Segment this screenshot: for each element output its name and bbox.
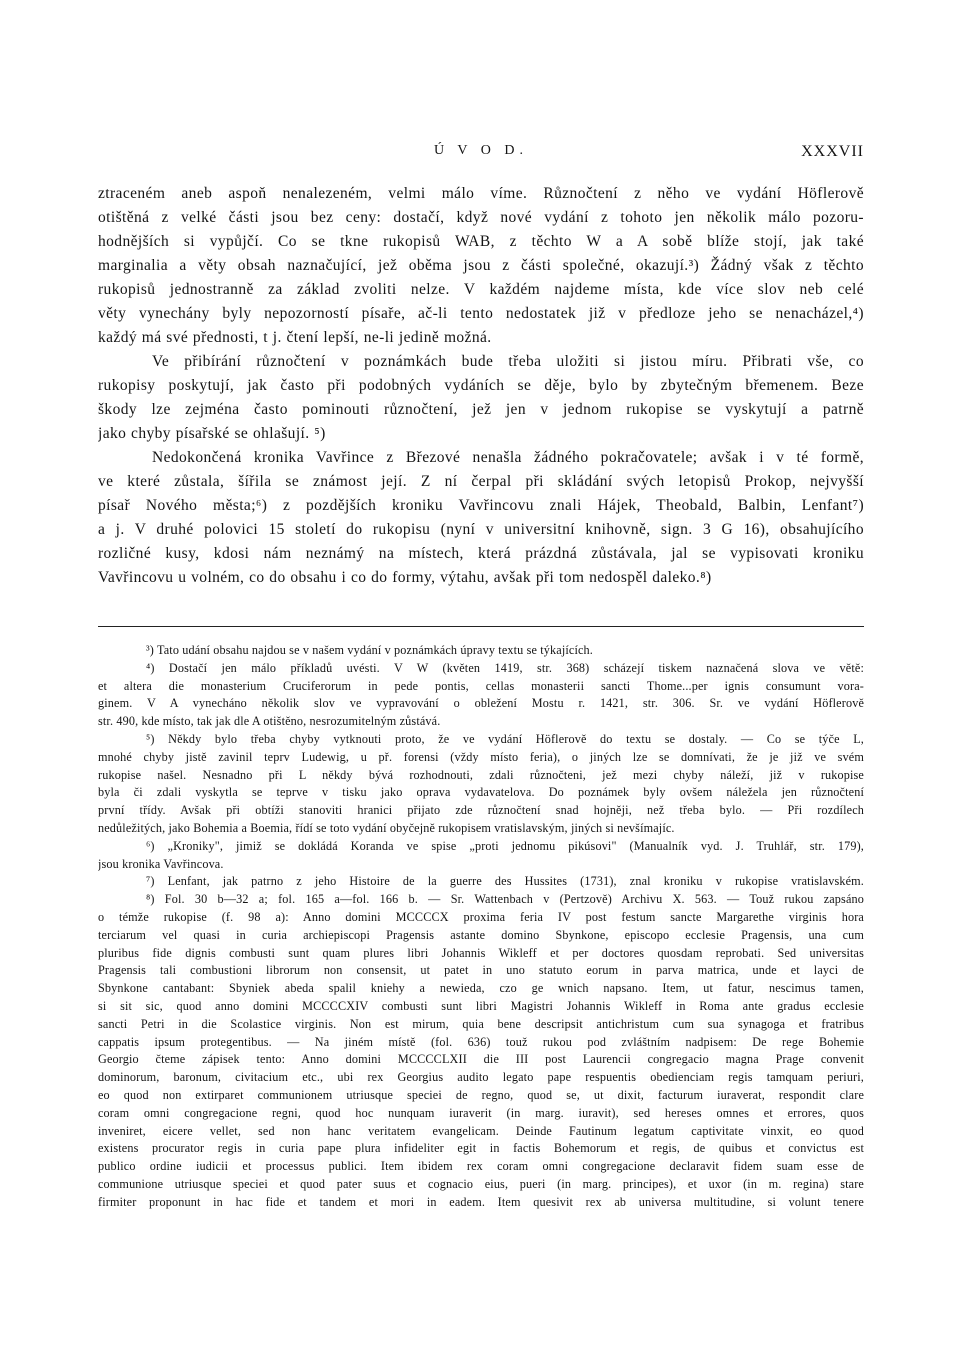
footnote-line: ⁶) „Kroniky", jimiž se dokládá Koranda ve spise „proti jednomu pikúsovi" (Manualník vyd. J. Truhlář, str. 179), bbox=[146, 838, 864, 853]
footnote-line: ⁴) Dostačí jen málo příkladů uvésti. V W (květen 1419, str. 368) scházejí tiskem naznačená slova ve větě: bbox=[146, 660, 864, 675]
body-line: hodnějších si vypůjčí. Co se tkne rukopisů WAB, z těchto W a A sobě blíže stojí, jak také bbox=[98, 233, 864, 250]
body-line: otištěná z velké části jsou bez ceny: dostačí, když nové vydání z tohoto jen několik málo pozoru- bbox=[98, 209, 864, 226]
body-line: ztraceném aneb aspoň nenalezeném, velmi málo víme. Různočtení z něho ve vydání Höflerově bbox=[98, 185, 864, 202]
body-line: Ve přibírání různočtení v poznámkách bude třeba uložiti si jistou míru. Přibrati vše, co bbox=[152, 353, 864, 370]
footnote-line: byla či zdali vyskytla se teprve v tisku jako oprava vydavatelova. Do poznámek byly ovšem náležela jen různočtení bbox=[98, 785, 864, 800]
footnote-line: ginem. V A vynecháno několik slov ve vypravování o obležení Mostu r. 1421, str. 306. Sr. ve vydání Höflerově bbox=[98, 696, 864, 711]
footnote-line: ⁸) Fol. 30 b—32 a; fol. 165 a—fol. 166 b. — Sr. Wattenbach v (Pertzově) Archivu X. 563. — Touž rukou zapsáno bbox=[146, 892, 864, 907]
page-number: XXXVII bbox=[801, 143, 864, 160]
footnote-line: mnohé chyby jistě zavinil teprv Ludewig, u př. forensi (vždy místo feria), o jiných lze se domnívati, že je již ve svém bbox=[98, 749, 864, 764]
footnote-line: et altera die monasterium Cruciferorum in pede pontis, cellas monasterii sancti Thome...per ignis consumunt vora- bbox=[98, 678, 864, 693]
footnote-line: Sbynkone cantabant: Sbyniek abeda spalil kniehy a newieda, czo ge wnich napsano. Item, ut fatur, nescimus tamen, bbox=[98, 981, 864, 996]
footnote-divider bbox=[98, 626, 864, 627]
footnote-line: si sit sic, quod anno domini MCCCCXIV combusti sunt libri Magistri Johannis Wikleff in Roma ante gradus ecclesie bbox=[98, 998, 864, 1013]
footnote-line: publico ordine iudicii et processus publici. Item ibidem rex coram omni congregacione declaravit fidem suam esse de bbox=[98, 1159, 864, 1174]
footnote-line: ³) Tato udání obsahu najdou se v našem vydání v poznámkách úpravy textu se týkajících. bbox=[146, 643, 594, 657]
footnote-line: první třídy. Avšak při obtíži stanoviti hranici přijato zde různočtení snad hojněji, než třeba bylo. — Při rozdílech bbox=[98, 803, 864, 818]
footnote-line: Georgio čteme zápisek tento: Anno domini MCCCCLXII die III post Laurencii congregacio magna Prage convenit bbox=[98, 1052, 864, 1067]
footnote-line: pluribus fide dignis combusti sunt quam plures libri Johannis Wikleff et per doctores quosdam reprobati. Sed universitas bbox=[98, 945, 864, 960]
footnote-line: firmiter proponunt in hac fide et tandem et mori in eadem. Item quesivit rex ab universa multitudine, si volunt tenere bbox=[98, 1194, 864, 1209]
footnote-line: communione utriusque speciei et quod pater suus et cognacio eius, pueri (in marg. principes), et uxor (in m. regina) stare bbox=[98, 1176, 864, 1191]
footnote-line: jsou kronika Vavřincova. bbox=[98, 856, 224, 871]
footnote-line: o témže rukopise (f. 98 a): Anno domini MCCCCX proxima feria IV post festum sancte Margarethe virginis hora bbox=[98, 909, 864, 924]
body-line: škody lze zejména často pominouti různočtení, jež jen v jednom rukopise se vyskytují a patrně bbox=[98, 401, 864, 418]
body-line: Vavřincovu u volném, co do obsahu i co do formy, výtahu, avšak při tom nedospěl daleko.⁸) bbox=[98, 569, 712, 586]
body-line: jako chyby písařské se ohlašují. ⁵) bbox=[98, 425, 326, 442]
footnote-line: eo quod non extirparet communionem utriusque speciei de regno, quod se, ut dixit, facturum iuraverat, respondit clare bbox=[98, 1087, 864, 1102]
body-line: marginalia a věty obsah naznačující, jež oběma jsou z části společné, okazují.³) Žádný však z těchto bbox=[98, 257, 864, 274]
footnote-line: Pragensis tali combustioni librorum non consensit, ut patet in uno statuto eorum in parva matrica, unde et layci de bbox=[98, 963, 864, 978]
footnote-line: ⁷) Lenfant, jak patrno z jeho Histoire de la guerre des Hussites (1731), znal kroniku v rukopise vratislavském. bbox=[146, 874, 864, 889]
body-line: rozličné kusy, kdosi nám neznámý na místech, která prázdná zůstávala, jal se vypisovati kroniku bbox=[98, 545, 864, 562]
footnote-line: cappatis ipsum protegentibus. — Na jiném místě (fol. 636) touž rukou pod zvláštním nadpisem: De rege Bohemie bbox=[98, 1034, 864, 1049]
footnote-line: sancti Petri in die Scolastice virginis. Non est mirum, quia bene descripsit antichristum cum sua synagoga et fratribus bbox=[98, 1016, 864, 1031]
page-header bbox=[98, 143, 864, 167]
body-line: věty vynechány byly nepozorností písaře, ač-li tento nedostatek již v předloze jeho se nenacházel,⁴) bbox=[98, 305, 864, 322]
body-text bbox=[98, 182, 864, 590]
body-line: každý má své přednosti, t j. čtení lepší, ne-li jedině možná. bbox=[98, 329, 492, 346]
body-line: rukopisů jednostranně za základ zvoliti nelze. V každém najdeme místa, kde více slov neb celé bbox=[98, 281, 864, 298]
footnote-line: dominorum, baronum, civitacium etc., ubi rex Georgius audito legato pape respuentis obedienciam regis tamquam periuri, bbox=[98, 1070, 864, 1085]
footnote-line: rukopise našel. Nesnadno při L někdy bývá rozhodnouti, zdali různočteni, jež mezi chyby náleží, již v rukopise bbox=[98, 767, 864, 782]
footnote-line: coram omni congregacione regni, quod hoc nunquam iuraverit (in marg. iuravit), sed hereses omnes et errores, quos bbox=[98, 1105, 864, 1120]
footnote-line: inveniret, eicere vellet, sed non hanc veritatem evangelicam. Deinde Fautinum legatum captivitate vinxit, eo quod bbox=[98, 1123, 864, 1138]
footnotes bbox=[98, 642, 864, 1212]
body-line: Nedokončená kronika Vavřince z Březové nenašla žádného pokračovatele; avšak i v té formě, bbox=[152, 449, 864, 466]
footnote-line: existens procurator regis in curia pape plura infideliter egit in factis Bohemorum et regis, de quibus et convictus est bbox=[98, 1141, 864, 1156]
footnote-line: str. 490, kde místo, tak jak dle A otištěno, nesrozumitelným zůstává. bbox=[98, 714, 441, 729]
body-line: ve které zůstala, šířila se známost její. Z ní čerpal při skládání svých letopisů Prokop, nejvyšší bbox=[98, 473, 864, 490]
footnote-line: ⁵) Někdy bylo třeba chyby vytknouti proto, že ve vydání Höflerově do textu se dostaly. — Co se týče L, bbox=[146, 731, 864, 746]
body-line: písař Nového města;⁶) z pozdějších kroniku Vavřincovu znali Hájek, Theobald, Balbin, Lenfant⁷) bbox=[98, 497, 864, 514]
footnote-line: terciarum vel quasi in curia archiepiscopi Pragensis astante domino Sbynkone, episcopo ecclesie Pragensis, una cum bbox=[98, 927, 864, 942]
footnote-line: nedůležitých, jako Bohemia a Boemia, řídí se toto vydání obyčejně rukopisem vratislavským, jiných si nevšímajíc. bbox=[98, 820, 675, 835]
running-head: Ú V O D. bbox=[434, 143, 528, 158]
body-line: rukopisy poskytují, jak často při podobných vydáních se děje, bylo by zbytečným břemenem. Beze bbox=[98, 377, 864, 394]
body-line: a j. V druhé polovici 15 století do rukopisu (nyní v universitní knihovně, sign. 3 G 16), obsahujícího bbox=[98, 521, 864, 538]
